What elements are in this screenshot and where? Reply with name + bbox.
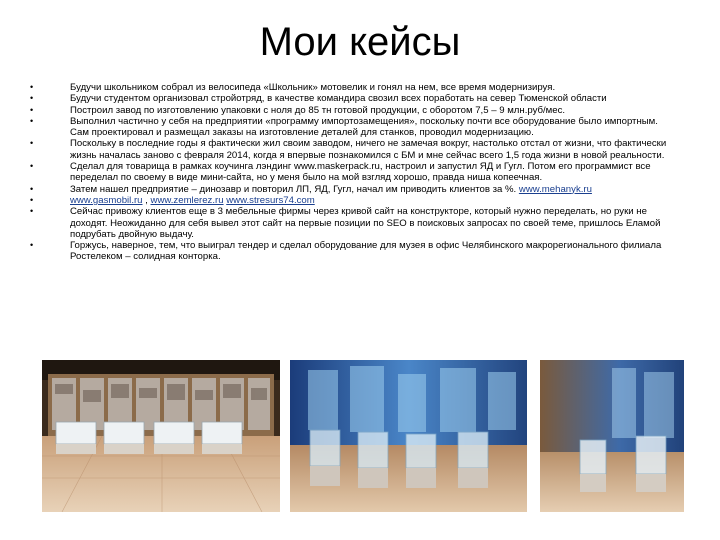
bullet-text: Поскольку в последние годы я фактически жил своим заводом, ничего не замечая вокруг, настолько отстал от жизни, что фактически жизнь началась заново с февраля 2014, когда я впервые познакомился с БМ и мне сейчас всего 1,5 года жизни в новой реальности. (70, 138, 667, 161)
link-separator: , (142, 194, 151, 206)
bullet-item (30, 93, 670, 104)
link-stresurs74[interactable]: www.stresurs74.com (226, 194, 315, 206)
link-gasmobil[interactable]: www.gasmobil.ru (70, 194, 143, 206)
bullet-text: Сделал для товарища в рамках коучинга лэндинг www.maskerpack.ru, настроил и запустил ЯД и Гугл. Потом его программист все переделал по своему в виде мини-сайта, но у меня было на мой взгляд хорошо, правда ниша копеечная. (70, 161, 651, 184)
museum-display-cases-photo (290, 360, 527, 512)
bullet-item (30, 138, 670, 161)
bullet-text: Построил завод по изготовлению упаковки с ноля до 85 тн готовой продукции, с оборотом 7,5 – 9 млн.руб/мес. (70, 104, 566, 116)
link-mehanyk[interactable]: www.mehanyk.ru (518, 183, 592, 195)
bullet-icon: • (30, 115, 34, 126)
bullet-text: Затем нашел предприятие – динозавр и повторил ЛП, ЯД, Гугл, начал им приводить клиентов за %. (70, 183, 519, 195)
bullet-item (30, 82, 670, 93)
bullet-icon: • (30, 206, 34, 217)
bullet-text: Выполнил частично у себя на предприятии «программу импортозамещения», поскольку почти все оборудование было импортным. Сам проектировал и размещал заказы на изготовление деталей для станков, проводил модернизацию. (70, 115, 658, 139)
bullet-text: Будучи школьником собрал из велосипеда «Школьник» мотовелик и гонял на нем, все время модернизируя. (70, 82, 556, 93)
bullet-item (30, 105, 670, 116)
bullet-item (30, 206, 670, 240)
bullet-icon: • (30, 82, 34, 92)
bullet-icon: • (30, 93, 34, 104)
bullet-text: Сейчас привожу клиентов еще в 3 мебельные фирмы через кривой сайт на конструкторе, который нужно переделать, но руки не доходят. Неожиданно для себя вывел этот сайт на первые позиции по SEO в поисковых запросах по своей теме, пришлось Еламой подрубать двойную выдачу. (70, 206, 661, 240)
museum-hall-photo (42, 360, 280, 512)
bullet-item (30, 116, 670, 139)
bullet-item (30, 184, 670, 195)
bullet-text: Будучи студентом организовал стройотряд, в качестве командира свозил всех поработать на север Тюменской области (70, 93, 607, 105)
bullet-item (30, 195, 670, 206)
slide-title: Мои кейсы (259, 20, 461, 64)
bullet-item (30, 161, 670, 184)
bullet-icon: • (30, 138, 34, 149)
museum-corner-photo (540, 360, 684, 512)
bullet-list (30, 82, 670, 263)
bullet-item (30, 240, 670, 263)
bullet-icon: • (30, 194, 34, 205)
bullet-icon: • (30, 183, 34, 194)
bullet-icon: • (30, 240, 34, 251)
bullet-icon: • (30, 161, 34, 172)
bullet-icon: • (30, 104, 34, 115)
link-zemlerez[interactable]: www.zemlerez.ru (150, 194, 224, 206)
bullet-text: Горжусь, наверное, тем, что выиграл тендер и сделал оборудование для музея в офис Челябинского макрорегионального филиала Ростелеком – солидная конторка. (70, 240, 662, 263)
